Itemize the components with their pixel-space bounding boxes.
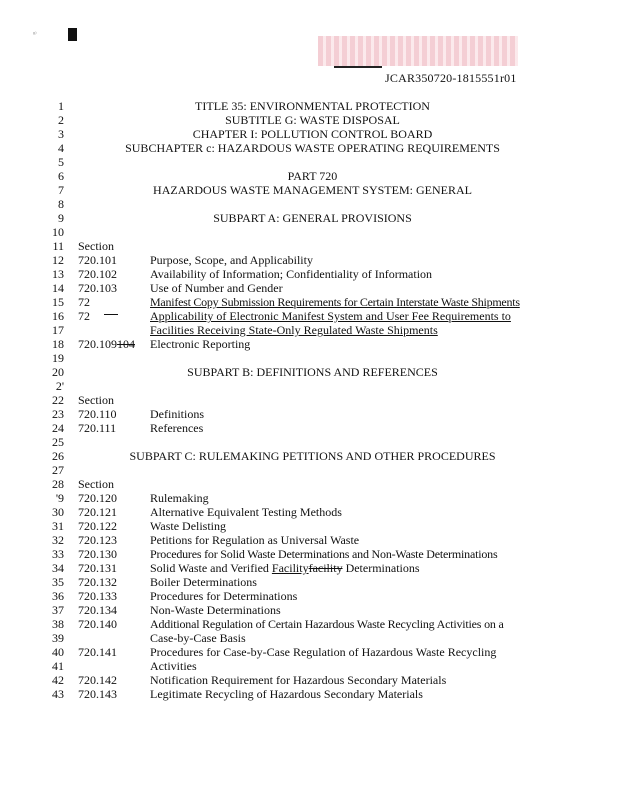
line-number: 33 — [52, 547, 64, 561]
part-title: HAZARDOUS WASTE MANAGEMENT SYSTEM: GENERAL — [153, 183, 472, 197]
line-number: 43 — [52, 687, 64, 701]
list-item — [0, 645, 618, 659]
list-item — [0, 659, 618, 673]
line-number: 4 — [58, 141, 64, 155]
line-number: 7 — [58, 183, 64, 197]
list-item — [0, 575, 618, 589]
section-title-continued: Case-by-Case Basis — [150, 631, 246, 645]
list-item — [0, 267, 618, 281]
section-number: 72 — [78, 309, 90, 323]
section-number: 720.131 — [78, 561, 117, 575]
line-number: 37 — [52, 603, 64, 617]
section-title — [150, 295, 520, 309]
scan-speck: ⁸⁾ — [33, 32, 37, 38]
section-title: Additional Regulation of Certain Hazardous Waste Recycling Activities on a — [150, 617, 504, 631]
stamp-underline — [334, 66, 382, 68]
section-title: Legitimate Recycling of Hazardous Secondary Materials — [150, 687, 423, 701]
list-item — [0, 547, 618, 561]
title-text: Solid Waste and Verified — [150, 561, 272, 575]
section-number: 72 — [78, 295, 90, 309]
section-title: Procedures for Solid Waste Determinations and Non-Waste Determinations — [150, 547, 498, 561]
line-number: 2' — [55, 379, 64, 393]
section-number: 720.132 — [78, 575, 117, 589]
section-title: Notification Requirement for Hazardous Secondary Materials — [150, 673, 447, 687]
section-number: 720.141 — [78, 645, 117, 659]
list-item — [0, 533, 618, 547]
section-number: 720.101 — [78, 253, 117, 267]
line-number: 17 — [52, 323, 64, 337]
section-title: Non-Waste Determinations — [150, 603, 281, 617]
inserted-text: Applicability of Electronic Manifest System and User Fee Requirements to — [150, 309, 511, 323]
line-number: 39 — [52, 631, 64, 645]
section-title: Boiler Determinations — [150, 575, 257, 589]
section-number: 720.122 — [78, 519, 117, 533]
line-number: 27 — [52, 463, 64, 477]
subchapter-heading: SUBCHAPTER c: HAZARDOUS WASTE OPERATING REQUIREMENTS — [125, 141, 500, 155]
line-number: 22 — [52, 393, 64, 407]
deleted-text: facility — [308, 561, 343, 575]
received-stamp — [318, 36, 518, 66]
line-number: 2 — [58, 113, 64, 127]
inserted-text: Facilities Receiving State-Only Regulated Waste Shipments — [150, 323, 438, 337]
line-number: 23 — [52, 407, 64, 421]
list-item — [0, 253, 618, 267]
subpart-b-heading: SUBPART B: DEFINITIONS AND REFERENCES — [187, 365, 438, 379]
section-number: 720.120 — [78, 491, 117, 505]
line-number: 40 — [52, 645, 64, 659]
line-number: 6 — [58, 169, 64, 183]
section-number: 720.140 — [78, 617, 117, 631]
section-number: 720.134 — [78, 603, 117, 617]
section-number: 720.103 — [78, 281, 117, 295]
list-item — [0, 421, 618, 435]
title-text: Determinations — [342, 561, 420, 575]
line-number: 41 — [52, 659, 64, 673]
part-number: PART 720 — [287, 169, 338, 183]
list-item — [0, 631, 618, 645]
inserted-text: Manifest Copy Submission Requirements for Certain Interstate Waste Shipments — [150, 295, 520, 309]
line-number: 31 — [52, 519, 64, 533]
inserted-text: Facility — [271, 561, 309, 575]
line-number: 13 — [52, 267, 64, 281]
section-number — [78, 337, 135, 351]
line-number: 35 — [52, 575, 64, 589]
list-item — [0, 519, 618, 533]
section-number: 720.142 — [78, 673, 117, 687]
section-title: Use of Number and Gender — [150, 281, 283, 295]
insertion-blank — [104, 314, 118, 315]
list-item — [0, 295, 618, 309]
section-title: Procedures for Case-by-Case Regulation of Hazardous Waste Recycling — [150, 645, 497, 659]
line-number: 38 — [52, 617, 64, 631]
section-title: Procedures for Determinations — [150, 589, 298, 603]
list-item — [0, 673, 618, 687]
section-number: 720.123 — [78, 533, 117, 547]
section-title: References — [150, 421, 204, 435]
line-number: 34 — [52, 561, 64, 575]
title-heading: TITLE 35: ENVIRONMENTAL PROTECTION — [195, 99, 430, 113]
list-item — [0, 505, 618, 519]
line-number: 25 — [52, 435, 64, 449]
scan-mark — [68, 28, 77, 41]
section-title: Rulemaking — [150, 491, 209, 505]
subpart-a-heading: SUBPART A: GENERAL PROVISIONS — [213, 211, 412, 225]
section-title: Waste Delisting — [150, 519, 227, 533]
section-number: 720.133 — [78, 589, 117, 603]
line-number: 32 — [52, 533, 64, 547]
list-item — [0, 337, 618, 351]
line-number: 9 — [58, 211, 64, 225]
section-number: 720.130 — [78, 547, 117, 561]
line-number: 15 — [52, 295, 64, 309]
line-number: 24 — [52, 421, 64, 435]
section-title: Purpose, Scope, and Applicability — [150, 253, 313, 267]
section-title: Availability of Information; Confidentiality of Information — [150, 267, 433, 281]
section-title — [150, 561, 420, 575]
section-title-continued: Activities — [150, 659, 197, 673]
subpart-c-heading: SUBPART C: RULEMAKING PETITIONS AND OTHER PROCEDURES — [129, 449, 496, 463]
line-number: '9 — [55, 491, 64, 505]
section-number: 720.111 — [78, 421, 117, 435]
section-number: 720.121 — [78, 505, 117, 519]
line-number: 12 — [52, 253, 64, 267]
line-number: 8 — [58, 197, 64, 211]
line-number: 14 — [52, 281, 64, 295]
line-number: 10 — [52, 225, 64, 239]
list-item — [0, 589, 618, 603]
line-number: 3 — [58, 127, 64, 141]
line-number: 16 — [52, 309, 64, 323]
list-item — [0, 687, 618, 701]
subtitle-heading: SUBTITLE G: WASTE DISPOSAL — [225, 113, 400, 127]
deleted-text: 104 — [117, 337, 135, 351]
section-number: 720.110 — [78, 407, 117, 421]
line-number: 42 — [52, 673, 64, 687]
line-number: 11 — [52, 239, 64, 253]
line-number: 18 — [52, 337, 64, 351]
line-number: 28 — [52, 477, 64, 491]
document-id: JCAR350720-1815551r01 — [385, 71, 517, 85]
section-title: Electronic Reporting — [150, 337, 251, 351]
section-number-new: 720.109 — [78, 337, 117, 351]
line-number: 19 — [52, 351, 64, 365]
section-label: Section — [78, 393, 114, 407]
section-title: Alternative Equivalent Testing Methods — [150, 505, 342, 519]
list-item — [0, 281, 618, 295]
list-item — [0, 491, 618, 505]
section-label: Section — [78, 239, 114, 253]
section-number: 720.143 — [78, 687, 117, 701]
section-title — [150, 309, 511, 323]
section-title: Definitions — [150, 407, 204, 421]
line-number: 5 — [58, 155, 64, 169]
line-number: 20 — [52, 365, 64, 379]
section-title: Petitions for Regulation as Universal Waste — [150, 533, 360, 547]
line-number: 26 — [52, 449, 64, 463]
section-label: Section — [78, 477, 114, 491]
list-item — [0, 617, 618, 631]
chapter-heading: CHAPTER I: POLLUTION CONTROL BOARD — [192, 127, 433, 141]
section-number: 720.102 — [78, 267, 117, 281]
list-item — [0, 407, 618, 421]
line-number: 36 — [52, 589, 64, 603]
list-item — [0, 323, 618, 337]
list-item — [0, 603, 618, 617]
section-title-continued — [150, 323, 438, 337]
list-item — [0, 309, 618, 323]
line-number: 30 — [52, 505, 64, 519]
line-number: 1 — [58, 99, 64, 113]
list-item — [0, 561, 618, 575]
